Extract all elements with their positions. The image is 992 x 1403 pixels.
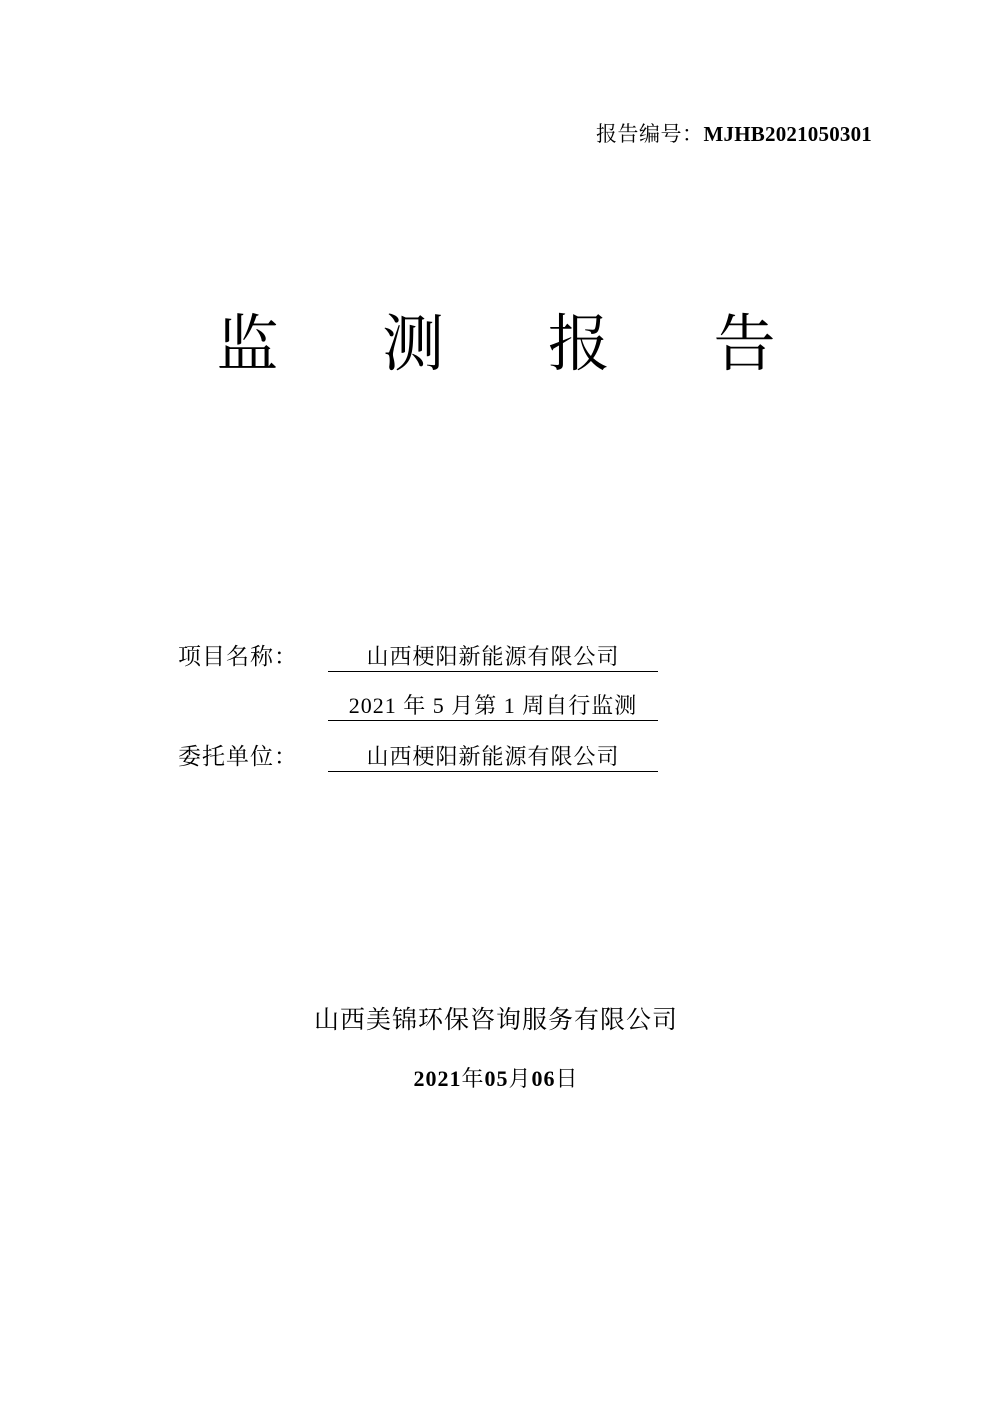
issue-date-day-unit: 日 (555, 1066, 579, 1091)
field-row-project-name (178, 645, 818, 681)
report-number-value: MJHB2021050301 (703, 122, 872, 146)
page-footer (0, 1000, 992, 1093)
issue-date-month: 05 (484, 1066, 509, 1091)
issue-date-day: 06 (531, 1066, 556, 1091)
issue-date-year-unit: 年 (461, 1066, 485, 1091)
field-block (178, 645, 818, 795)
field-row-client-unit (178, 745, 818, 781)
project-name-continued-value: 2021 年 5 月第 1 周自行监测 (328, 695, 658, 721)
report-number-label: 报告编号： (596, 122, 704, 146)
issuing-company: 山西美锦环保咨询服务有限公司 (313, 1007, 678, 1034)
page-title: 监 测 报 告 (216, 307, 818, 380)
client-unit-value: 山西梗阳新能源有限公司 (328, 746, 658, 772)
project-name-label: 项目名称： (178, 644, 298, 669)
report-number (0, 118, 872, 148)
issue-date (0, 1062, 992, 1093)
client-unit-label: 委托单位： (178, 744, 298, 769)
field-row-project-name-continued (178, 695, 818, 731)
issue-date-month-unit: 月 (508, 1066, 532, 1091)
issue-date-year: 2021 (413, 1066, 462, 1091)
project-name-value: 山西梗阳新能源有限公司 (328, 646, 658, 672)
